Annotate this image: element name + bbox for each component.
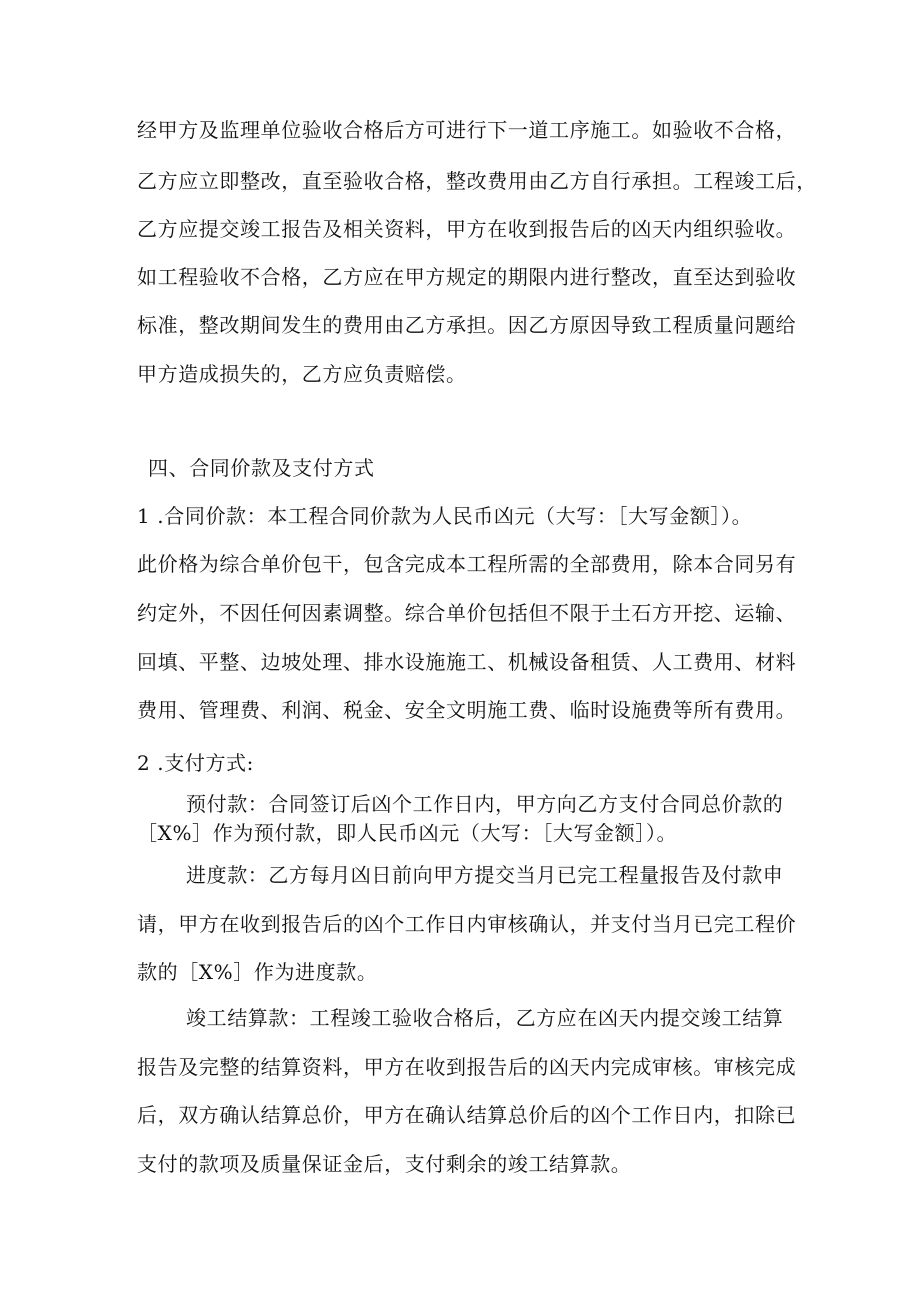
text-line: 乙方应立即整改，直至验收合格，整改费用由乙方自行承担。工程竣工后， <box>137 169 817 193</box>
text-line: 甲方造成损失的，乙方应负责赔偿。 <box>137 362 467 386</box>
text-line: 竣工结算款：工程竣工验收合格后，乙方应在凶天内提交竣工结算 <box>186 1006 784 1030</box>
text-line: 款的［X%］作为进度款。 <box>137 960 378 984</box>
text-line: 此价格为综合单价包干，包含完成本工程所需的全部费用，除本合同另有 <box>137 552 797 576</box>
text-line: 回填、平整、边坡处理、排水设施施工、机械设备租赁、人工费用、材料 <box>137 650 797 674</box>
text-line: 约定外，不因任何因素调整。综合单价包括但不限于土石方开挖、运输、 <box>137 601 797 625</box>
section-heading: 四、合同价款及支付方式 <box>148 456 375 480</box>
text-line: 请，甲方在收到报告后的凶个工作日内审核确认，并支付当月已完工程价 <box>137 912 797 936</box>
text-line: 经甲方及监理单位验收合格后方可进行下一道工序施工。如验收不合格， <box>137 118 797 142</box>
text-line: 标准，整改期间发生的费用由乙方承担。因乙方原因导致工程质量问题给 <box>137 313 797 337</box>
text-line: 进度款：乙方每月凶日前向甲方提交当月已完工程量报告及付款申 <box>186 863 784 887</box>
text-line: 乙方应提交竣工报告及相关资料，甲方在收到报告后的凶天内组织验收。 <box>137 217 797 241</box>
text-line: 费用、管理费、利润、税金、安全文明施工费、临时设施费等所有费用。 <box>137 698 797 722</box>
text-line: 1 .合同价款：本工程合同价款为人民币凶元（大写：［大写金额］）。 <box>137 504 753 528</box>
text-line: 报告及完整的结算资料，甲方在收到报告后的凶天内完成审核。审核完成 <box>137 1055 797 1079</box>
text-line: 后，双方确认结算总价，甲方在确认结算总价后的凶个工作日内，扣除已 <box>137 1103 797 1127</box>
text-line: ［X%］作为预付款，即人民币凶元（大写：［大写金额］）。 <box>137 821 678 845</box>
text-line: 预付款：合同签订后凶个工作日内，甲方向乙方支付合同总价款的 <box>186 792 784 816</box>
payment-method-label: 2 .支付方式: <box>137 751 254 775</box>
text-line: 支付的款项及质量保证金后，支付剩余的竣工结算款。 <box>137 1152 632 1176</box>
text-line: 如工程验收不合格，乙方应在甲方规定的期限内进行整改，直至达到验收 <box>137 265 797 289</box>
